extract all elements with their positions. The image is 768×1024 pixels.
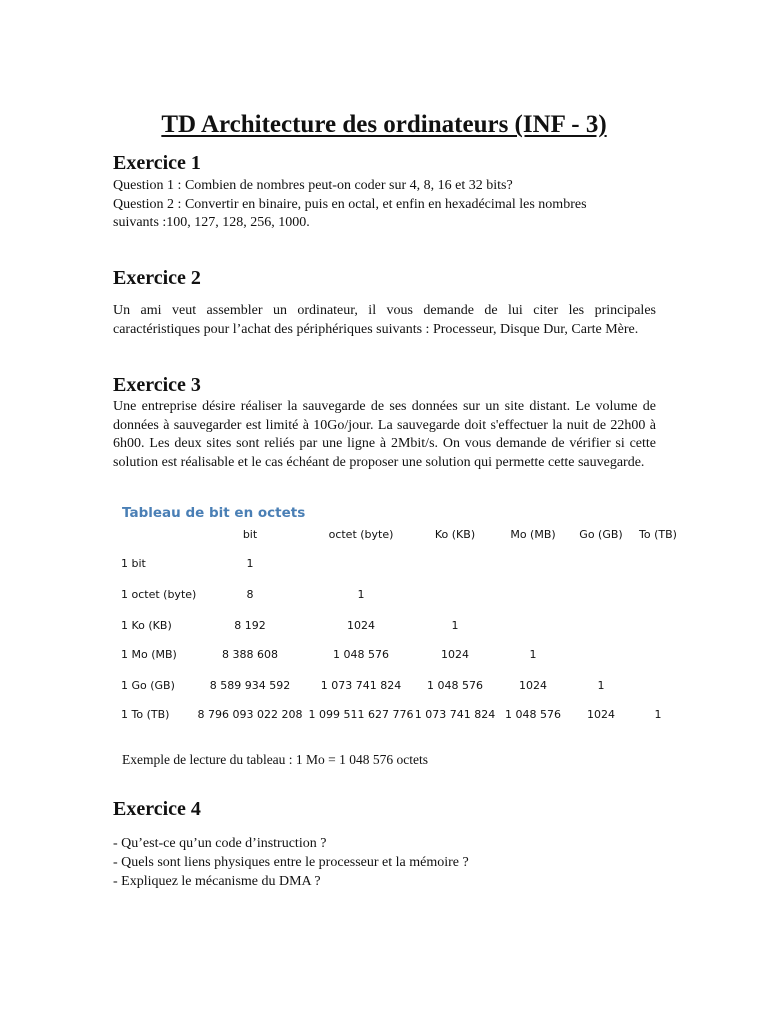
- exercice-3-heading: Exercice 3: [113, 374, 201, 396]
- table-example: Exemple de lecture du tableau : 1 Mo = 1 048 576 octets: [122, 752, 429, 767]
- exercice-1-line: Question 1 : Combien de nombres peut-on coder sur 4, 8, 16 et 32 bits?: [113, 178, 513, 193]
- table-column-header: Go (GB): [579, 528, 623, 541]
- table-cell: 1 048 576: [333, 648, 389, 661]
- document-title: TD Architecture des ordinateurs (INF - 3): [161, 111, 607, 138]
- table-column-header: Mo (MB): [510, 528, 556, 541]
- table-cell: 1: [597, 679, 605, 692]
- table-column-header: bit: [242, 528, 258, 541]
- table-cell: 8 192: [234, 619, 266, 632]
- table-cell: 1: [357, 588, 365, 601]
- table-cell: 1 073 741 824: [320, 679, 402, 692]
- table-cell: 1 099 511 627 776: [308, 708, 414, 721]
- exercice-4-list: [113, 834, 469, 891]
- table-row-label: 1 Ko (KB): [121, 619, 172, 632]
- table-cell: 1: [654, 708, 662, 721]
- exercice-3-text: Une entreprise désire réaliser la sauvegarde de ses données sur un site distant. Le volume de données à sauvegarder est limité à 10Go/jour. La sauvegarde doit s'effectuer la nuit de 22h00 à 6h00. Les deux sites sont reliés par une ligne à 2Mbit/s. On vous demande de vérifier si cette solution est réalisable et le cas échéant de proposer une solution qui permette cette sauvegarde.: [113, 399, 656, 470]
- table-cell: 8 388 608: [222, 648, 278, 661]
- exercice-1-heading: Exercice 1: [113, 152, 201, 174]
- list-item: - Qu’est-ce qu’un code d’instruction ?: [113, 836, 327, 851]
- table-cell: 8: [246, 588, 254, 601]
- list-item: - Expliquez le mécanisme du DMA ?: [113, 874, 321, 889]
- table-column-header: To (TB): [639, 528, 677, 541]
- exercice-4-heading: Exercice 4: [113, 798, 201, 820]
- table-cell: 1 048 576: [427, 679, 483, 692]
- table-cell: 1024: [347, 619, 375, 632]
- table-row-label: 1 To (TB): [121, 708, 170, 721]
- table-row-label: 1 octet (byte): [121, 588, 197, 601]
- exercice-1-line: suivants :100, 127, 128, 256, 1000.: [113, 215, 310, 230]
- table-row-label: 1 bit: [121, 557, 146, 570]
- table-cell: 1024: [441, 648, 469, 661]
- table-cell: 1: [451, 619, 459, 632]
- table-cell: 1 073 741 824: [414, 708, 496, 721]
- table-cell: 1: [246, 557, 254, 570]
- table-cell: 8 589 934 592: [209, 679, 291, 692]
- exercice-2-text: Un ami veut assembler un ordinateur, il vous demande de lui citer les principales caractéristiques pour l’achat des périphériques suivants : Processeur, Disque Dur, Carte Mère.: [113, 303, 656, 337]
- table-cell: 1: [529, 648, 537, 661]
- table-row-label: 1 Mo (MB): [121, 648, 177, 661]
- table-cell: 1024: [587, 708, 615, 721]
- table-column-header: Ko (KB): [434, 528, 476, 541]
- table-column-header: octet (byte): [328, 528, 394, 541]
- table-cell: 8 796 093 022 208: [197, 708, 303, 721]
- table-cell: 1 048 576: [505, 708, 561, 721]
- table-cell: 1024: [519, 679, 547, 692]
- exercice-1-line: Question 2 : Convertir en binaire, puis en octal, et enfin en hexadécimal les nombres: [113, 196, 587, 212]
- exercice-2-heading: Exercice 2: [113, 267, 201, 289]
- list-item: - Quels sont liens physiques entre le processeur et la mémoire ?: [113, 855, 469, 870]
- exercice-1-text: [113, 177, 656, 233]
- table-title: Tableau de bit en octets: [122, 505, 306, 521]
- table-row-label: 1 Go (GB): [121, 679, 175, 692]
